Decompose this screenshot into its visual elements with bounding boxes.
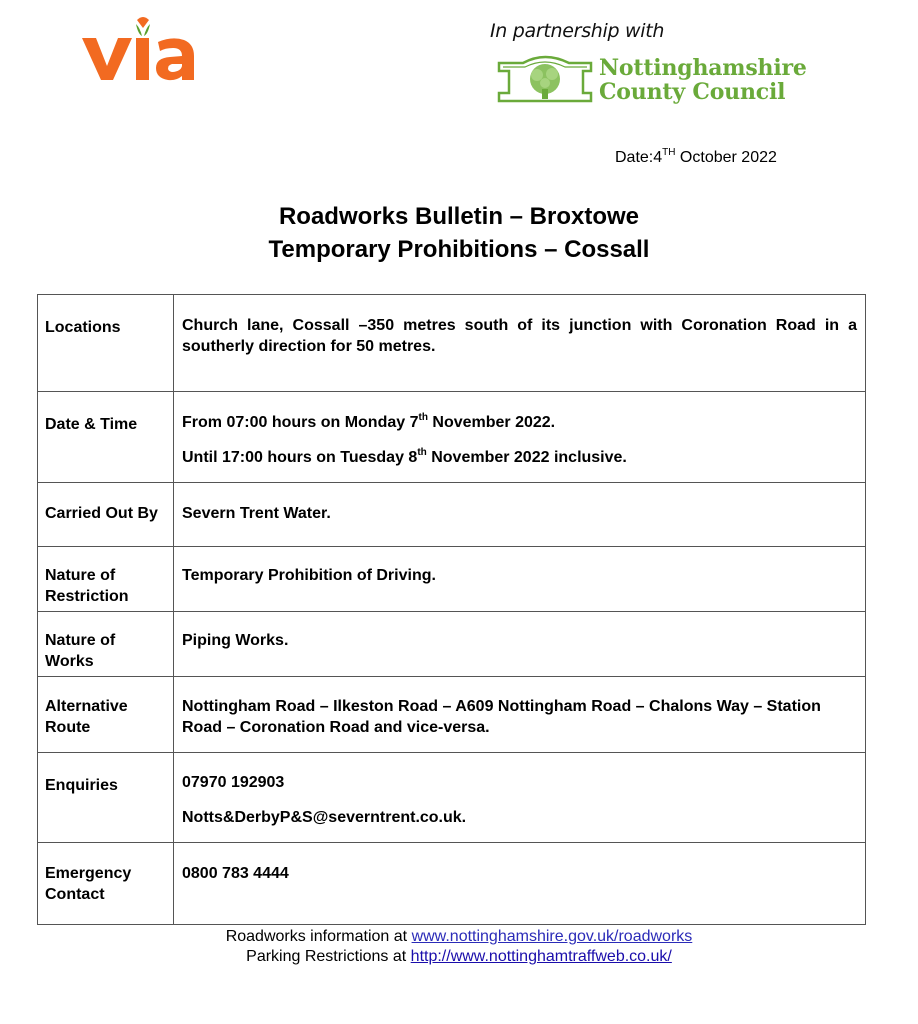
start-text-end: November 2022. [427,414,556,431]
row-label: Nature of Restriction [38,547,174,612]
start-ordinal: th [418,412,428,423]
row-label: Alternative Route [38,677,174,753]
council-name-line2: County Council [599,79,786,105]
end-ordinal: th [417,447,427,458]
bulletin-date [615,149,777,167]
row-label: Date & Time [38,392,174,483]
table-row-nature-of-restriction [38,547,866,612]
council-logo [497,55,807,105]
council-name-line1: Nottinghamshire [599,55,807,81]
footer-parking-label: Parking Restrictions at [246,948,411,965]
partnership-text: In partnership with [490,20,665,42]
row-value [174,547,866,612]
end-text-end: November 2022 inclusive. [426,449,627,466]
footer-roadworks-line [0,927,918,947]
row-label: Enquiries [38,753,174,843]
parking-restrictions-link[interactable]: http://www.nottinghamtraffweb.co.uk/ [410,948,672,965]
table-row-carried-out-by [38,483,866,547]
locations-text: Church lane, Cossall –350 metres south of its junction with Coronation Road in a southerly direction for 50 metres. [182,317,857,355]
page-title [0,200,918,266]
table-row-alternative-route [38,677,866,753]
restriction-text: Temporary Prohibition of Driving. [182,567,436,584]
oak-tree-emblem-icon [497,55,593,105]
date-prefix: Date:4 [615,149,663,166]
date-suffix: October 2022 [675,149,777,166]
title-line2: Temporary Prohibitions – Cossall [268,236,650,263]
roadworks-details-table [37,294,866,925]
table-row-date-time [38,392,866,483]
row-label: Carried Out By [38,483,174,547]
roadworks-link[interactable]: www.nottinghamshire.gov.uk/roadworks [411,928,693,945]
table-row-enquiries [38,753,866,843]
row-value [174,843,866,925]
row-value [174,677,866,753]
emergency-phone: 0800 783 4444 [182,865,289,882]
row-label: Emergency Contact [38,843,174,925]
contractor-text: Severn Trent Water. [182,505,331,522]
title-line1: Roadworks Bulletin – Broxtowe [278,203,640,230]
end-datetime [182,447,857,468]
start-datetime [182,412,857,433]
table-row-locations [38,295,866,392]
date-superscript: TH [662,147,676,158]
route-text: Nottingham Road – Ilkeston Road – A609 Nottingham Road – Chalons Way – Station Road – Coronation Road and vice-versa. [182,698,821,736]
row-label: Locations [38,295,174,392]
row-value [174,483,866,547]
works-text: Piping Works. [182,632,289,649]
footer-parking-line [0,947,918,967]
footer [0,927,918,967]
row-value [174,612,866,677]
row-value [174,392,866,483]
row-label: Nature of Works [38,612,174,677]
enquiries-email: Notts&DerbyP&S@severntrent.co.uk. [182,809,467,826]
row-value [174,295,866,392]
via-logo [80,14,205,82]
table-row-nature-of-works [38,612,866,677]
table-row-emergency-contact [38,843,866,925]
enquiries-phone: 07970 192903 [182,774,285,791]
start-text: From 07:00 hours on Monday 7 [182,414,419,431]
row-value [174,753,866,843]
footer-roadworks-label: Roadworks information at [225,928,412,945]
end-text: Until 17:00 hours on Tuesday 8 [182,449,418,466]
